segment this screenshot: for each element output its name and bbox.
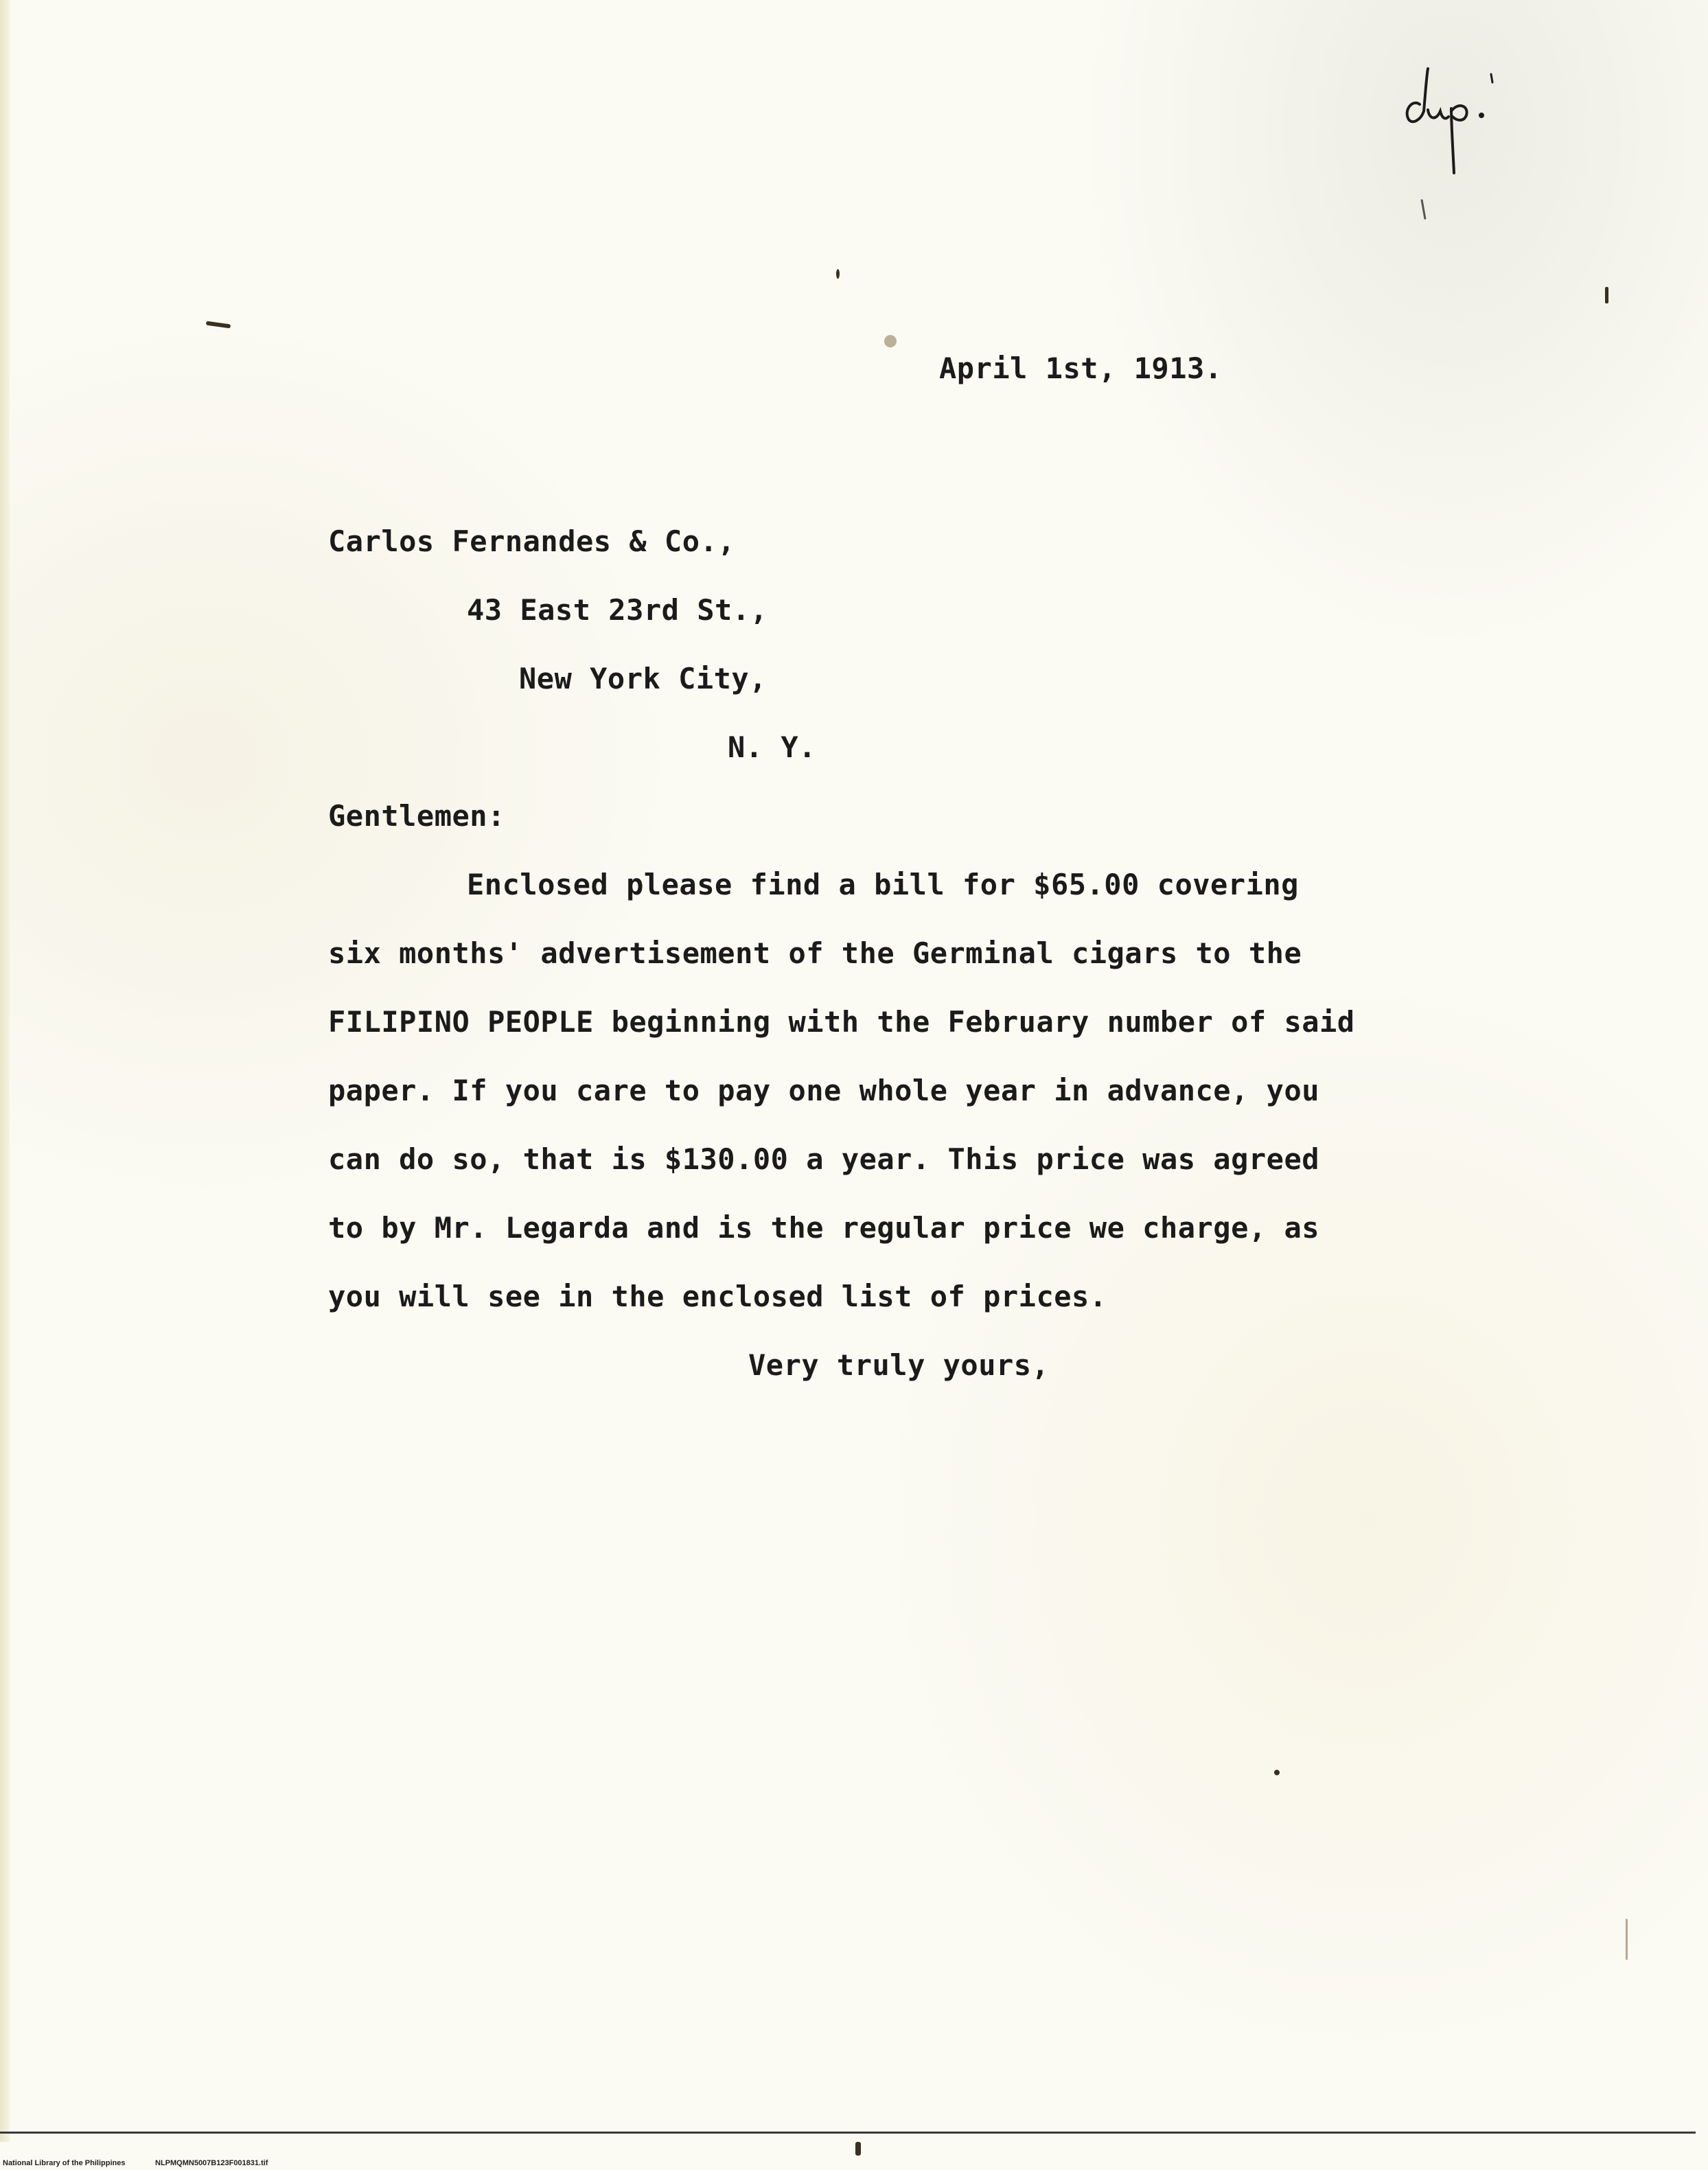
page-bottom-rule — [0, 2132, 1696, 2134]
address-line-2: 43 East 23rd St., — [467, 593, 768, 627]
address-line-4: N. Y. — [728, 730, 816, 764]
handwritten-note-dup — [1400, 48, 1510, 185]
paper-speck — [1626, 1919, 1628, 1960]
letter-date: April 1st, 1913. — [939, 351, 1223, 385]
address-line-3: New York City, — [519, 662, 768, 695]
footer-file-id: NLPMQMN5007B123F001831.tif — [155, 2159, 268, 2167]
body-line: six months' advertisement of the Germinal cigars to the — [328, 936, 1302, 970]
body-line: Enclosed please find a bill for $65.00 covering — [467, 868, 1299, 901]
salutation: Gentlemen: — [328, 799, 505, 833]
body-line: paper. If you care to pay one whole year in advance, you — [328, 1074, 1320, 1107]
body-line: can do so, that is $130.00 a year. This price was agreed — [328, 1142, 1320, 1176]
paper-speck — [855, 2142, 861, 2156]
paper-speck — [884, 335, 897, 347]
paper-speck — [206, 321, 231, 329]
body-line: to by Mr. Legarda and is the regular price we charge, as — [328, 1211, 1320, 1245]
closing: Very truly yours, — [748, 1348, 1050, 1382]
address-line-1: Carlos Fernandes & Co., — [328, 524, 736, 558]
body-line: FILIPINO PEOPLE beginning with the February number of said — [328, 1005, 1355, 1039]
footer-institution: National Library of the Philippines — [3, 2159, 126, 2167]
body-line: you will see in the enclosed list of prices. — [328, 1280, 1107, 1313]
paper-speck — [836, 269, 840, 279]
paper-speck — [1274, 1770, 1280, 1775]
paper-speck — [1605, 287, 1608, 303]
page-left-edge — [0, 0, 10, 2142]
pencil-mark — [1420, 199, 1426, 220]
